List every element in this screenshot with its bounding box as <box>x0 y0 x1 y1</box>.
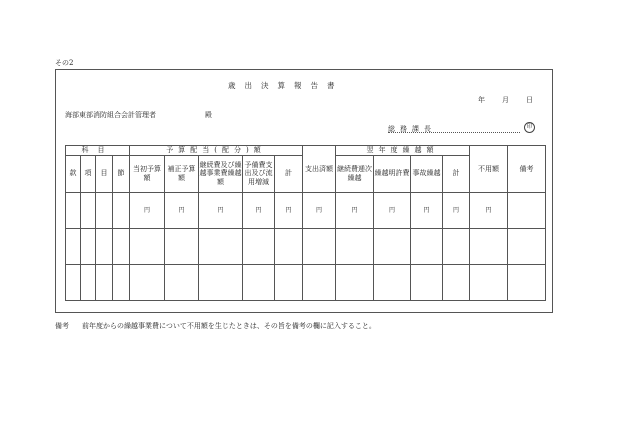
yen-unit: 円 <box>443 192 470 228</box>
header-yosan-haito: 予算配当(配分)額 <box>130 146 303 156</box>
header-bikou: 備考 <box>508 146 546 193</box>
date-year-label: 年 <box>478 96 485 104</box>
footnote-label: 備考 <box>55 322 69 330</box>
addressee: 海部東部消防組合会計管理者 <box>65 111 156 119</box>
yen-unit: 円 <box>243 192 275 228</box>
table-row <box>66 192 546 228</box>
date-month-label: 月 <box>502 96 509 104</box>
yen-unit: 円 <box>275 192 303 228</box>
signer-title: 総務課長 <box>388 125 436 133</box>
header-kan: 款 <box>66 155 81 192</box>
header-jiko: 事故繰越 <box>411 155 443 192</box>
yen-unit: 円 <box>130 192 165 228</box>
yen-unit: 円 <box>374 192 411 228</box>
header-moku: 目 <box>96 155 113 192</box>
header-kou: 項 <box>81 155 96 192</box>
header-keizoku-kurikoshi: 継続費逓次繰越 <box>336 155 374 192</box>
header-tosho-yosan: 当初予算額 <box>130 155 165 192</box>
table-row <box>66 228 546 264</box>
yen-unit: 円 <box>199 192 243 228</box>
header-keizokuhi: 継続費及び繰越事業費繰越額 <box>199 155 243 192</box>
header-setsu: 節 <box>113 155 130 192</box>
document-title: 歳出決算報告書 <box>228 81 344 90</box>
footnote-text: 前年度からの繰越事業費について不用額を生じたときは、その旨を備考の欄に記入すること。 <box>82 322 376 330</box>
header-hosei-yosan: 補正予算額 <box>165 155 199 192</box>
addressee-honorific: 殿 <box>205 111 212 119</box>
signature-line <box>388 132 520 133</box>
header-shishutsu: 支出済額 <box>303 146 336 193</box>
yen-unit: 円 <box>470 192 508 228</box>
header-fuyou: 不用額 <box>470 146 508 193</box>
expenditure-table <box>65 145 546 301</box>
date-day-label: 日 <box>526 96 533 104</box>
header-kei-1: 計 <box>275 155 303 192</box>
yen-unit: 円 <box>411 192 443 228</box>
page-label: その2 <box>55 59 74 67</box>
yen-unit: 円 <box>303 192 336 228</box>
header-yobihi: 予備費支出及び流用増減 <box>243 155 275 192</box>
header-kamoku: 科目 <box>66 146 130 156</box>
header-yokunendo: 翌年度繰越額 <box>336 146 470 156</box>
yen-unit: 円 <box>336 192 374 228</box>
seal-mark: 印 <box>524 122 535 133</box>
header-kei-2: 計 <box>443 155 470 192</box>
header-meikyo: 繰越明許費 <box>374 155 411 192</box>
table-row <box>66 264 546 300</box>
yen-unit: 円 <box>165 192 199 228</box>
